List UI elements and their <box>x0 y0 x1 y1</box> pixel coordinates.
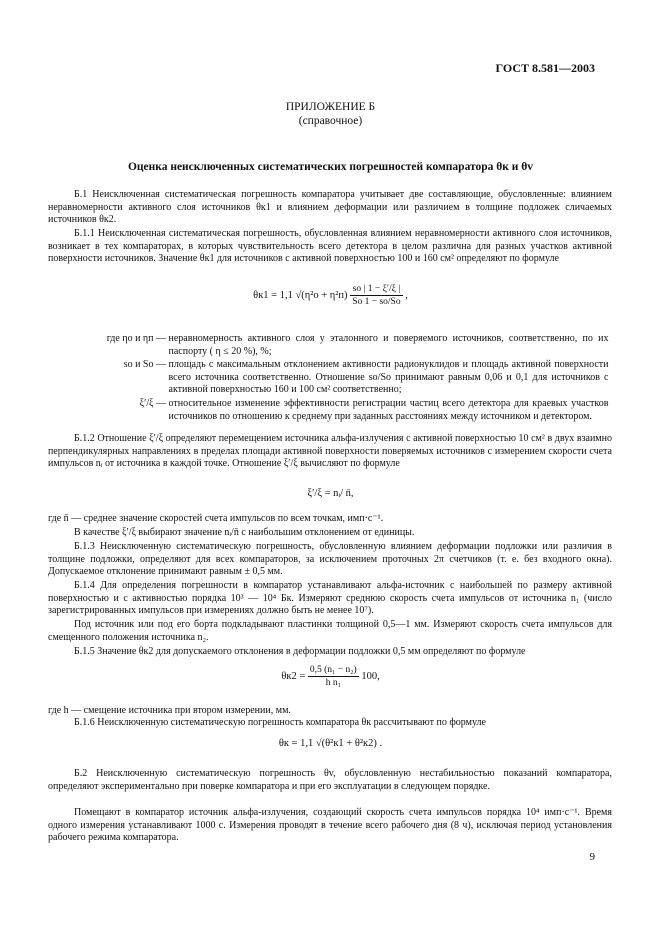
formula-theta-k2-end: 100, <box>361 670 380 682</box>
formula-theta-k1-fraction <box>350 284 402 307</box>
section-title: Оценка неисключенных систематических погрешностей компаратора θк и θv <box>127 161 534 173</box>
paragraph-where-n: где n̄ — среднее значение скоростей счета импульсов по всем точкам, имп·с⁻¹. <box>48 513 384 524</box>
formula-theta-k1 <box>0 284 661 307</box>
paragraph-selection: В качестве ξ′/ξ выбирают значение nᵢ/n̄ с наибольшим отклонением от единицы. <box>74 527 415 538</box>
formula-theta-k2-denominator: h n₁ <box>325 678 341 688</box>
paragraph-b1-1: Б.1.1 Неисключенная систематическая погрешность, обусловленная влиянием неравномерности активного слоя источников, возникает в тех компараторах, в которых чувствительность всего детектора в целом различна для разных участков активной поверхности источников. Значение θк1 для источников с активной поверхностью 100 и 160 см² определяют по формуле <box>48 228 612 265</box>
formula-theta-k2-lhs: θк2 = <box>281 670 306 682</box>
formula-theta-k2-fraction <box>308 665 359 688</box>
formula-theta-k: θк = 1,1 √(θ²к1 + θ²к2) . <box>278 738 383 749</box>
definition-desc: неравномерность активного слоя у эталонного и поверяемого источников, соответственно, по их паспорту ( η ≤ 20 %), %; <box>168 333 609 357</box>
page-number: 9 <box>589 851 595 863</box>
definition-item <box>48 333 612 358</box>
paragraph-b1-5: Б.1.5 Значение θк2 для допускаемого отклонения в деформации подложки 0,5 мм определяют по формуле <box>74 646 526 657</box>
definition-item <box>48 398 612 423</box>
paragraph-plates: Под источник или под его борта подкладывают пластинки толщиной 0,5—1 мм. Измеряют скорость счета импульсов для смещенного положения источника n₂. <box>48 619 612 643</box>
document-number: ГОСТ 8.581—2003 <box>495 61 595 75</box>
formula-theta-k2-numerator: 0,5 (n₁ − n₂) <box>309 665 357 675</box>
formula-theta-k1-end: , <box>405 289 408 301</box>
definition-item <box>48 359 612 397</box>
paragraph-b2-procedure: Помещают в компаратор источник альфа-излучения, создающий скорость счета импульсов порядка 10⁴ имп·с⁻¹. Время одного измерения устанавливают 1000 с. Измерения проводят в течение всего рабочего дня (8 ч), исключая период установления рабочего режима компаратора. <box>48 807 612 844</box>
paragraph-b1-6: Б.1.6 Неисключенную систематическую погрешность компаратора θк рассчитывают по формуле <box>74 717 486 728</box>
formula-theta-k1-lhs: θк1 = 1,1 √(η²о + η²п) <box>253 289 348 301</box>
definition-term: ξ′/ξ — <box>139 397 166 409</box>
paragraph-where-h: где h — смещение источника при втором измерении, мм. <box>48 705 291 716</box>
definition-desc: относительное изменение эффективности регистрации частиц всего детектора для краевых участков источников по отношению к среднему при заданных расстояниях между источником и детектором. <box>168 397 609 422</box>
paragraph-b1-3: Б.1.3 Неисключенную систематическую погрешность, обусловленную влиянием деформации подложки или различия в толщине подложки, определяют для всех компараторов, за исключением проточных 2π счетчиков (т. е. без входного окна). Допускаемое отклонение принимают равным ± 0,5 мм. <box>48 541 612 578</box>
formula-ratio: ξ′/ξ = nᵢ/ n̄, <box>307 488 354 499</box>
appendix-label: ПРИЛОЖЕНИЕ Б <box>285 101 376 113</box>
appendix-heading <box>0 100 661 128</box>
paragraph-b1-2: Б.1.2 Отношение ξ′/ξ определяют перемещением источника альфа-излучения с активной поверхностью 10 см² в двух взаимно перпендикулярных направлениях в пределах площади активной поверхности поверяемых источников с измерением скорости счета импульсов nᵢ от источника в каждой точке. Отношение ξ′/ξ вычисляют по формуле <box>48 433 612 470</box>
formula-theta-k1-numerator: sо | 1 − ξ′/ξ | <box>350 284 402 296</box>
definition-term: sо и Sо — <box>123 359 166 371</box>
paragraph-b2: Б.2 Неисключенную систематическую погрешность θv, обусловленную нестабильностью показаний компаратора, определяют экспериментально при поверке компаратора и при его эксплуатации в следующем порядке. <box>48 768 612 792</box>
formula-theta-k1-denominator: Sо 1 − sо/Sо <box>352 297 401 307</box>
appendix-type: (справочное) <box>298 115 363 127</box>
definition-term: где ηо и ηп — <box>106 333 166 344</box>
formula-theta-k2 <box>0 665 661 688</box>
definition-list <box>48 333 612 423</box>
paragraph-b1: Б.1 Неисключенная систематическая погрешность компаратора учитывает две составляющие, обусловленные: влиянием неравномерности активного слоя источников θк1 и влиянием деформации или различием в толщине подложек сличаемых источников θк2. <box>48 189 612 226</box>
definition-desc: площадь с максимальным отклонением активности радионуклидов и площадь активной поверхности всего источника соответственно. Отношение sо/Sо принимают равным 0,06 и 0,1 для источников с активной поверхностью 160 и 100 см² соответственно; <box>168 359 609 396</box>
paragraph-b1-4: Б.1.4 Для определения погрешности в компаратор устанавливают альфа-источник с наибольшей по размеру активной поверхностью и с активностью порядка 10³ — 10⁴ Бк. Измеряют среднюю скорость счета импульсов от источника n₁ (число зарегистрированных импульсов при измерениях должно быть не менее 10⁷). <box>48 580 612 617</box>
